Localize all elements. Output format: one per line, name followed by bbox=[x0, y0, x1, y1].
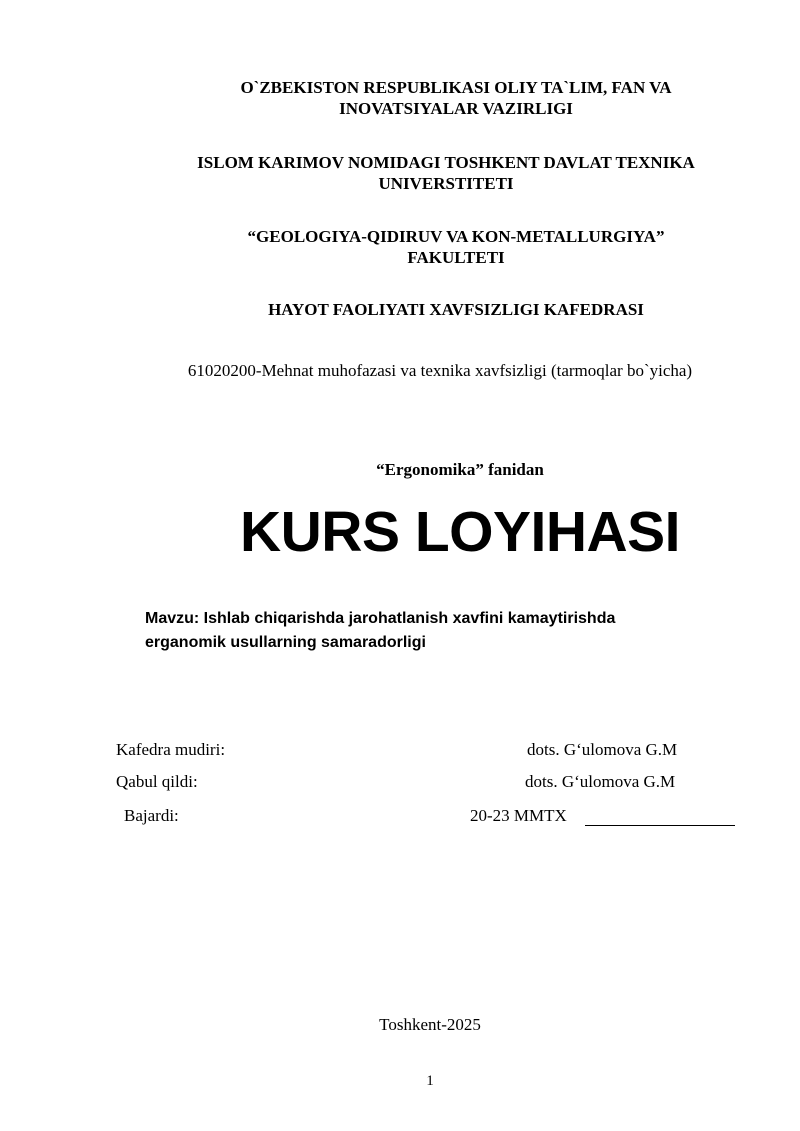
signature-blank-line bbox=[585, 825, 735, 826]
head-label: Kafedra mudiri: bbox=[116, 740, 226, 759]
page-number: 1 bbox=[426, 1073, 434, 1089]
subject-line: “Ergonomika” fanidan bbox=[376, 460, 544, 479]
accepted-label: Qabul qildi: bbox=[116, 772, 198, 791]
department-heading: HAYOT FAOLIYATI XAVFSIZLIGI KAFEDRASI bbox=[268, 300, 644, 319]
head-name: dots. G‘ulomova G.M bbox=[527, 740, 678, 759]
document-title: KURS LOYIHASI bbox=[239, 500, 681, 564]
done-label: Bajardi: bbox=[124, 806, 179, 825]
faculty-heading: “GEOLOGIYA-QIDIRUV VA KON-METALLURGIYA” FAKULTETI bbox=[247, 227, 665, 267]
university-heading: ISLOM KARIMOV NOMIDAGI TOSHKENT DAVLAT TEXNIKA UNIVERSTITETI bbox=[197, 153, 695, 193]
topic-text: Mavzu: Ishlab chiqarishda jarohatlanish xavfini kamaytirishda erganomik usullarning samaradorligi bbox=[145, 610, 616, 651]
group-code: 20-23 MMTX bbox=[470, 806, 567, 825]
ministry-heading: O`ZBEKISTON RESPUBLIKASI OLIY TA`LIM, FAN VA INOVATSIYALAR VAZIRLIGI bbox=[240, 78, 672, 118]
specialty-line: 61020200-Mehnat muhofazasi va texnika xavfsizligi (tarmoqlar bo`yicha) bbox=[187, 361, 693, 380]
accepted-name: dots. G‘ulomova G.M bbox=[525, 772, 676, 791]
city-year: Toshkent-2025 bbox=[379, 1015, 481, 1034]
